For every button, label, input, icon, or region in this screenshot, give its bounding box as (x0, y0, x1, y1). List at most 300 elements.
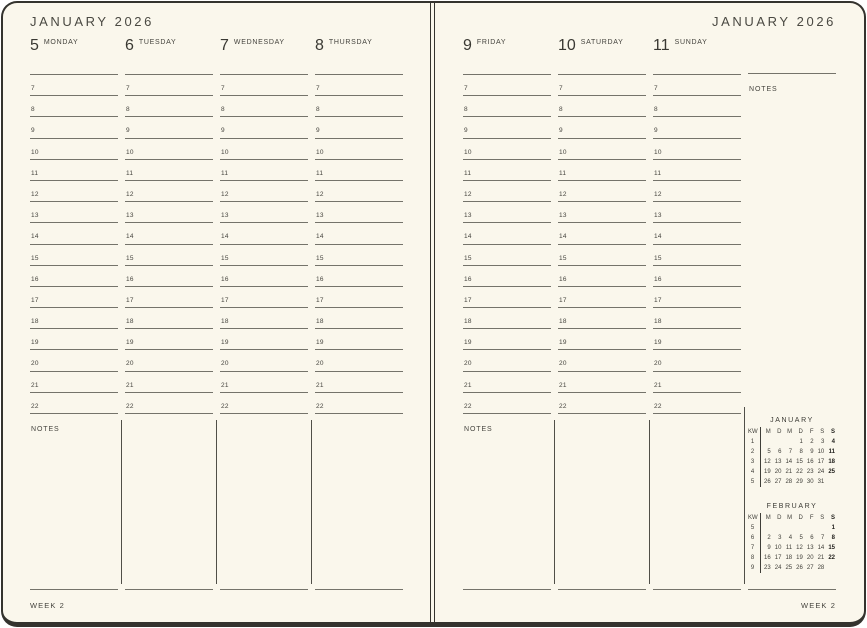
hour-slot[interactable] (30, 222, 118, 243)
hour-slot[interactable] (558, 180, 646, 201)
hour-slot[interactable] (125, 180, 213, 201)
hour-slot[interactable] (558, 286, 646, 307)
hour-slot[interactable] (125, 95, 213, 116)
day-column-tuesday (125, 36, 213, 590)
hour-slot[interactable] (463, 328, 551, 349)
kw-header-cell: KW (748, 427, 761, 437)
notes-column (748, 36, 836, 590)
hour-slot[interactable] (463, 74, 551, 95)
hour-label: 11 (126, 169, 134, 177)
mini-calendar-february (748, 503, 836, 573)
date-cell: 18 (828, 459, 835, 465)
date-cell: 1 (831, 525, 835, 531)
hour-label: 18 (31, 318, 39, 326)
day-column-wednesday (220, 36, 308, 590)
hour-slot[interactable] (463, 116, 551, 137)
hour-slot[interactable] (463, 371, 551, 392)
hour-slot[interactable] (558, 349, 646, 370)
date-cell: 15 (828, 545, 835, 551)
date-cell: 24 (817, 469, 825, 475)
date-cell (761, 437, 772, 447)
hour-label: 17 (316, 296, 324, 304)
date-cell: 24 (774, 565, 782, 571)
date-cell: 15 (796, 459, 803, 465)
hour-slot[interactable] (653, 95, 741, 116)
hour-slot[interactable] (30, 201, 118, 222)
hour-slot[interactable] (30, 328, 118, 349)
hour-slot[interactable] (30, 286, 118, 307)
day-column-friday (463, 36, 551, 590)
hour-slot[interactable] (315, 138, 403, 159)
month-title-right: JANUARY 2026 (712, 14, 836, 29)
weekday-header-cell: M (787, 429, 793, 435)
notes-area[interactable] (463, 413, 551, 589)
hour-label: 13 (464, 212, 472, 220)
hour-slot[interactable] (558, 371, 646, 392)
hour-label: 16 (31, 275, 39, 283)
date-cell: 21 (817, 555, 825, 561)
date-cell: 19 (764, 469, 771, 475)
weekday-header-cell: D (798, 429, 803, 435)
date-cell: 23 (764, 565, 771, 571)
date-cell: 8 (831, 535, 835, 541)
date-cell: 7 (788, 449, 793, 455)
hour-label: 8 (221, 106, 225, 114)
date-cell (782, 437, 793, 447)
hour-slot[interactable] (220, 349, 308, 370)
page-spine (430, 3, 435, 622)
mini-calendar-grid (748, 427, 836, 487)
hour-slot[interactable] (315, 244, 403, 265)
date-cell: 21 (785, 469, 793, 475)
day-name-label: SUNDAY (674, 39, 708, 46)
day-header (30, 36, 118, 74)
hour-slot[interactable] (463, 349, 551, 370)
day-name-label: SATURDAY (580, 39, 624, 46)
hour-label: 8 (559, 106, 563, 114)
date-cell: 16 (764, 555, 771, 561)
kw-cell: 9 (748, 563, 761, 573)
weekday-header-cell: S (820, 515, 825, 521)
hour-label: 9 (221, 127, 225, 135)
hour-slot[interactable] (653, 138, 741, 159)
hour-slot[interactable] (125, 116, 213, 137)
hour-label: 15 (221, 254, 229, 262)
hour-label: 7 (31, 85, 35, 92)
hour-slot[interactable] (315, 286, 403, 307)
date-cell: 2 (767, 535, 771, 541)
notes-area[interactable] (558, 413, 646, 589)
weekday-header-cell: D (777, 429, 782, 435)
mini-calendar-grid (748, 513, 836, 573)
hour-label: 17 (221, 296, 229, 304)
day-number: 7 (220, 37, 229, 54)
hour-label: 17 (126, 296, 134, 304)
date-cell: 31 (817, 479, 825, 485)
date-cell: 6 (810, 535, 814, 541)
date-cell (772, 523, 783, 533)
hour-label: 16 (654, 275, 662, 283)
hour-slot[interactable] (125, 265, 213, 286)
hour-label: 19 (559, 339, 567, 347)
hour-label: 15 (316, 254, 324, 262)
hour-slot[interactable] (653, 328, 741, 349)
hour-label: 20 (31, 360, 39, 368)
side-notes-area[interactable] (748, 73, 836, 401)
hour-label: 9 (654, 127, 658, 135)
date-cell (825, 563, 836, 573)
hour-label: 14 (31, 233, 39, 241)
hour-slot[interactable] (653, 286, 741, 307)
hour-label: 9 (316, 127, 320, 135)
hour-slot[interactable] (125, 74, 213, 95)
date-cell: 28 (785, 479, 793, 485)
hour-slot[interactable] (463, 159, 551, 180)
hour-slot[interactable] (125, 201, 213, 222)
hour-label: 20 (221, 360, 229, 368)
hour-label: 20 (126, 360, 134, 368)
weekday-header-cell: S (830, 429, 835, 435)
hour-label: 12 (126, 190, 134, 198)
date-cell (815, 523, 826, 533)
date-cell: 29 (796, 479, 803, 485)
hour-label: 8 (654, 106, 658, 114)
hour-label: 18 (126, 318, 134, 326)
hour-label: 7 (559, 85, 563, 92)
hour-slot[interactable] (220, 392, 308, 413)
hour-slot[interactable] (30, 95, 118, 116)
date-cell: 30 (806, 479, 814, 485)
notes-area[interactable] (30, 413, 118, 589)
hour-slot[interactable] (220, 307, 308, 328)
date-cell: 10 (774, 545, 782, 551)
hour-slot[interactable] (558, 222, 646, 243)
hour-slot[interactable] (558, 265, 646, 286)
hour-slot[interactable] (30, 392, 118, 413)
hour-slot[interactable] (220, 159, 308, 180)
date-cell: 4 (788, 535, 793, 541)
hour-slot[interactable] (558, 328, 646, 349)
hour-slot[interactable] (653, 222, 741, 243)
kw-cell: 1 (748, 437, 761, 447)
hour-label: 14 (559, 233, 567, 241)
hour-slot[interactable] (220, 201, 308, 222)
hour-slot[interactable] (125, 159, 213, 180)
weekday-header-cell: S (830, 515, 835, 521)
hour-slot[interactable] (30, 244, 118, 265)
hour-slot[interactable] (315, 265, 403, 286)
date-cell: 11 (785, 545, 793, 551)
date-cell: 17 (774, 555, 782, 561)
hour-slot[interactable] (463, 201, 551, 222)
hour-slot[interactable] (463, 265, 551, 286)
hour-label: 16 (464, 275, 472, 283)
kw-cell: 5 (748, 523, 761, 533)
hour-slot[interactable] (315, 116, 403, 137)
hour-slot[interactable] (653, 180, 741, 201)
hour-label: 12 (316, 190, 324, 198)
hour-slot[interactable] (315, 392, 403, 413)
page-right (436, 3, 864, 621)
date-cell: 9 (767, 545, 771, 551)
weekday-header-cell: F (809, 515, 814, 521)
hour-label: 17 (654, 296, 662, 304)
date-cell: 25 (828, 469, 835, 475)
hour-slot[interactable] (653, 349, 741, 370)
hour-slot[interactable] (30, 74, 118, 95)
hour-slot[interactable] (463, 307, 551, 328)
date-cell: 22 (828, 555, 835, 561)
hour-slot[interactable] (30, 159, 118, 180)
date-cell: 10 (817, 449, 825, 455)
day-number: 10 (558, 37, 576, 54)
hour-label: 9 (31, 127, 35, 135)
hour-slot[interactable] (220, 286, 308, 307)
hour-slot[interactable] (220, 371, 308, 392)
hour-slot[interactable] (125, 307, 213, 328)
hour-slot[interactable] (30, 180, 118, 201)
hour-slot[interactable] (125, 244, 213, 265)
date-cell: 5 (767, 449, 771, 455)
day-header (558, 36, 646, 74)
hour-label: 21 (559, 381, 567, 389)
page-left (3, 3, 431, 621)
day-columns-left (30, 36, 403, 590)
hour-slot[interactable] (558, 116, 646, 137)
kw-cell: 8 (748, 553, 761, 563)
hour-label: 17 (559, 296, 567, 304)
hour-label: 13 (559, 212, 567, 220)
day-column-thursday (315, 36, 403, 590)
date-cell: 4 (831, 439, 835, 445)
hour-slot[interactable] (653, 392, 741, 413)
hour-slot[interactable] (653, 371, 741, 392)
hour-slot[interactable] (653, 244, 741, 265)
hour-slot[interactable] (220, 74, 308, 95)
hour-label: 7 (464, 85, 468, 92)
kw-cell: 3 (748, 457, 761, 467)
date-cell: 23 (806, 469, 814, 475)
date-cell: 14 (817, 545, 825, 551)
day-header (315, 36, 403, 74)
hour-slot[interactable] (125, 222, 213, 243)
hour-label: 8 (316, 106, 320, 114)
hour-slot[interactable] (30, 116, 118, 137)
day-header (463, 36, 551, 74)
hour-slot[interactable] (558, 159, 646, 180)
hour-slot[interactable] (220, 138, 308, 159)
hour-slot[interactable] (125, 349, 213, 370)
day-name-label: TUESDAY (138, 39, 177, 46)
date-cell: 9 (810, 449, 814, 455)
hour-label: 15 (126, 254, 134, 262)
hour-slot[interactable] (653, 201, 741, 222)
hour-slot[interactable] (463, 286, 551, 307)
hour-slot[interactable] (315, 180, 403, 201)
hour-label: 19 (126, 339, 134, 347)
kw-cell: 6 (748, 533, 761, 543)
hour-slot[interactable] (220, 265, 308, 286)
mini-calendar-january (748, 417, 836, 487)
hour-label: 22 (31, 402, 39, 410)
date-cell: 26 (764, 479, 771, 485)
date-cell: 13 (806, 545, 814, 551)
hour-slot[interactable] (463, 138, 551, 159)
hour-label: 13 (126, 212, 134, 220)
hour-slot[interactable] (315, 349, 403, 370)
week-label-left: WEEK 2 (30, 601, 65, 610)
hour-slot[interactable] (558, 307, 646, 328)
hour-slot[interactable] (125, 138, 213, 159)
hour-label: 18 (559, 318, 567, 326)
kw-cell: 7 (748, 543, 761, 553)
hour-label: 11 (654, 169, 662, 177)
hour-label: 10 (316, 148, 324, 156)
hour-slot[interactable] (315, 95, 403, 116)
hour-label: 9 (464, 127, 468, 135)
hour-label: 17 (464, 296, 472, 304)
hour-slot[interactable] (315, 371, 403, 392)
hour-label: 12 (559, 190, 567, 198)
date-cell: 2 (810, 439, 814, 445)
date-cell: 8 (799, 449, 803, 455)
date-cell: 20 (806, 555, 814, 561)
hour-label: 14 (126, 233, 134, 241)
notes-area[interactable] (125, 413, 213, 589)
hour-slot[interactable] (220, 222, 308, 243)
hour-slot[interactable] (30, 349, 118, 370)
week-label-right: WEEK 2 (801, 601, 836, 610)
hour-label: 19 (221, 339, 229, 347)
day-column-saturday (558, 36, 646, 590)
hour-label: 16 (559, 275, 567, 283)
hour-slot[interactable] (653, 307, 741, 328)
notes-label: NOTES (749, 85, 778, 93)
hour-label: 21 (464, 381, 472, 389)
date-cell: 3 (820, 439, 825, 445)
hour-label: 11 (221, 169, 229, 177)
hour-slot[interactable] (315, 201, 403, 222)
hour-label: 15 (559, 254, 567, 262)
notes-label: NOTES (464, 426, 493, 433)
hour-label: 11 (316, 169, 324, 177)
date-cell: 27 (774, 479, 782, 485)
hour-label: 12 (654, 190, 662, 198)
kw-header-cell: KW (748, 513, 761, 523)
notes-column-header (748, 36, 836, 73)
hour-label: 13 (31, 212, 39, 220)
date-cell: 5 (799, 535, 803, 541)
hour-slot[interactable] (125, 371, 213, 392)
hour-label: 22 (126, 402, 134, 410)
hour-label: 14 (221, 233, 229, 241)
hour-slot[interactable] (558, 138, 646, 159)
hour-label: 10 (464, 148, 472, 156)
hour-slot[interactable] (463, 244, 551, 265)
hour-slot[interactable] (653, 265, 741, 286)
hour-slot[interactable] (220, 244, 308, 265)
weekday-header-cell: M (765, 429, 771, 435)
hour-label: 18 (221, 318, 229, 326)
hour-label: 10 (31, 148, 39, 156)
hour-slot[interactable] (30, 307, 118, 328)
notes-label: NOTES (31, 426, 60, 433)
hour-label: 10 (654, 148, 662, 156)
hour-slot[interactable] (463, 392, 551, 413)
date-cell: 17 (817, 459, 825, 465)
date-cell: 1 (799, 439, 803, 445)
hour-slot[interactable] (558, 244, 646, 265)
hour-slot[interactable] (30, 138, 118, 159)
date-cell: 13 (774, 459, 782, 465)
notes-area[interactable] (653, 413, 741, 589)
hour-slot[interactable] (220, 95, 308, 116)
hour-slot[interactable] (653, 116, 741, 137)
hour-slot[interactable] (315, 307, 403, 328)
hour-slot[interactable] (30, 371, 118, 392)
hour-label: 22 (316, 402, 324, 410)
date-cell (772, 437, 783, 447)
hour-label: 16 (126, 275, 134, 283)
hour-slot[interactable] (558, 392, 646, 413)
hour-label: 20 (316, 360, 324, 368)
hour-slot[interactable] (463, 222, 551, 243)
hour-slot[interactable] (125, 328, 213, 349)
day-column-monday (30, 36, 118, 590)
hour-slot[interactable] (463, 95, 551, 116)
hour-slot[interactable] (558, 201, 646, 222)
hour-slot[interactable] (315, 159, 403, 180)
date-cell: 20 (774, 469, 782, 475)
hour-slot[interactable] (220, 328, 308, 349)
day-number: 11 (653, 37, 670, 54)
day-name-label: FRIDAY (476, 39, 507, 46)
hour-label: 15 (464, 254, 472, 262)
hour-label: 13 (221, 212, 229, 220)
day-header (220, 36, 308, 74)
hour-label: 22 (221, 402, 229, 410)
hour-label: 19 (654, 339, 662, 347)
hour-slot[interactable] (315, 74, 403, 95)
hour-slot[interactable] (30, 265, 118, 286)
hour-slot[interactable] (653, 159, 741, 180)
hour-label: 14 (316, 233, 324, 241)
date-cell: 7 (820, 535, 825, 541)
day-header (653, 36, 741, 74)
hour-slot[interactable] (220, 180, 308, 201)
hour-label: 14 (654, 233, 662, 241)
hour-label: 19 (316, 339, 324, 347)
hour-label: 22 (559, 402, 567, 410)
hour-slot[interactable] (220, 116, 308, 137)
date-cell: 22 (796, 469, 803, 475)
hour-slot[interactable] (315, 328, 403, 349)
notes-area[interactable] (315, 413, 403, 589)
notes-area[interactable] (220, 413, 308, 589)
day-name-label: THURSDAY (328, 39, 373, 46)
hour-slot[interactable] (653, 74, 741, 95)
hour-label: 20 (559, 360, 567, 368)
hour-slot[interactable] (125, 392, 213, 413)
hour-slot[interactable] (315, 222, 403, 243)
hour-slot[interactable] (558, 95, 646, 116)
hour-slot[interactable] (125, 286, 213, 307)
date-cell (793, 523, 804, 533)
hour-slot[interactable] (463, 180, 551, 201)
hour-slot[interactable] (558, 74, 646, 95)
day-number: 9 (463, 37, 472, 54)
hour-label: 11 (31, 169, 39, 177)
